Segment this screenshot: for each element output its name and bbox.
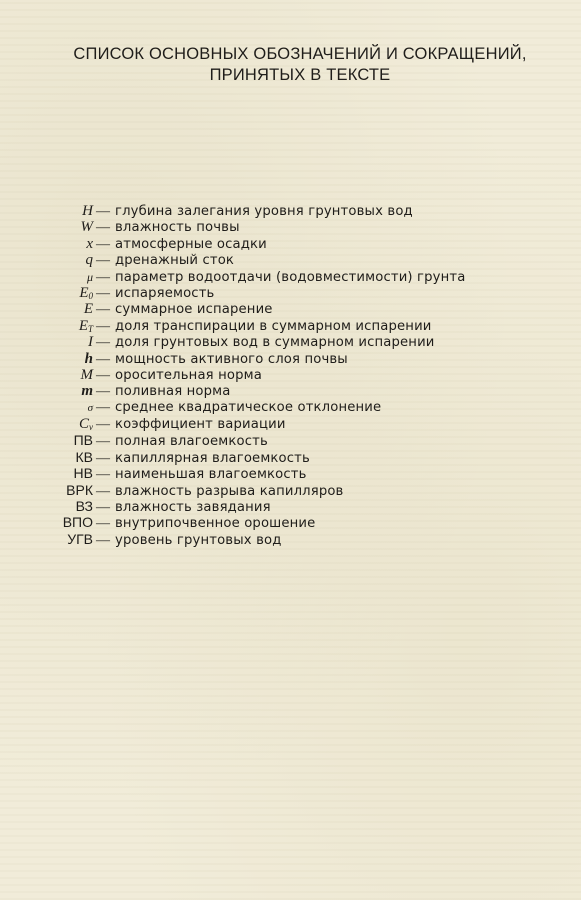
entry-symbol: μ [86, 269, 93, 284]
entry-description: оросительная норма [115, 367, 262, 383]
list-item [0, 351, 581, 367]
entry-symbol: x [86, 235, 93, 252]
list-item [0, 236, 581, 252]
entry-symbol: НВ [73, 465, 93, 482]
list-item [0, 482, 581, 498]
entry-description: влажность завядания [115, 500, 271, 516]
entry-dash: — [96, 351, 110, 367]
entry-dash: — [96, 384, 110, 400]
entry-dash: — [96, 500, 110, 516]
list-item [0, 252, 581, 268]
entry-dash: — [96, 269, 110, 285]
entry-dash: — [96, 318, 110, 334]
entry-description: капиллярная влагоемкость [115, 450, 310, 466]
entry-dash: — [96, 532, 110, 548]
entry-description: атмосферные осадки [115, 236, 267, 252]
list-item [0, 285, 581, 301]
entry-symbol: H [82, 203, 93, 219]
entry-symbol: $C_v$ [78, 416, 93, 433]
entry-dash: — [96, 467, 110, 483]
entry-symbol: УГВ [67, 530, 93, 547]
list-item [0, 334, 581, 350]
entry-description: дренажный сток [115, 253, 235, 269]
list-item [0, 531, 581, 547]
entry-symbol: I [88, 334, 93, 351]
entry-dash: — [96, 335, 110, 351]
title-line-1: СПИСОК ОСНОВНЫХ ОБОЗНАЧЕНИЙ И СОКРАЩЕНИЙ, [73, 45, 527, 63]
list-item [0, 449, 581, 465]
entry-dash: — [96, 434, 110, 450]
list-item [0, 301, 581, 317]
entry-symbol: $E_T$ [78, 317, 93, 334]
list-item [0, 514, 581, 530]
entry-dash: — [96, 204, 110, 219]
list-item [0, 400, 581, 416]
title-line-2: ПРИНЯТЫХ В ТЕКСТЕ [209, 66, 391, 84]
entry-symbol: W [80, 219, 93, 236]
entry-description: параметр водоотдачи (водовместимости) грунта [115, 269, 466, 285]
entry-symbol: $E_0$ [79, 284, 93, 301]
list-item [0, 203, 581, 219]
entry-description: наименьшая влагоемкость [115, 467, 307, 483]
entry-description: среднее квадратическое отклонение [115, 399, 382, 415]
list-item [0, 269, 581, 285]
entry-description: полная влагоемкость [115, 434, 268, 450]
abbreviations-list [0, 203, 581, 547]
entry-symbol: E [83, 301, 93, 318]
entry-symbol: M [80, 366, 93, 383]
entry-dash: — [96, 253, 110, 269]
entry-dash: — [96, 236, 110, 252]
entry-dash: — [96, 285, 110, 301]
entry-symbol: m [81, 383, 93, 400]
entry-symbol: σ [87, 401, 93, 414]
list-item [0, 432, 581, 448]
entry-description: глубина залегания уровня грунтовых вод [115, 204, 413, 219]
entry-description: доля грунтовых вод в суммарном испарении [115, 335, 435, 351]
entry-dash: — [96, 302, 110, 318]
entry-symbol: h [84, 350, 93, 367]
entry-description: внутрипочвенное орошение [115, 516, 316, 532]
entry-symbol: q [85, 252, 93, 269]
entry-symbol: ВЗ [75, 498, 93, 515]
list-item [0, 465, 581, 481]
entry-dash: — [96, 399, 110, 415]
entry-dash: — [96, 483, 110, 499]
entry-dash: — [96, 417, 110, 433]
list-item [0, 318, 581, 334]
entry-symbol: ВРК [66, 481, 93, 498]
list-item [0, 383, 581, 399]
entry-description: мощность активного слоя почвы [115, 351, 348, 367]
entry-dash: — [96, 516, 110, 532]
entry-symbol: ПВ [73, 432, 93, 449]
entry-description: уровень грунтовых вод [115, 532, 282, 548]
entry-description: испаряемость [115, 285, 215, 301]
entry-symbol: КВ [75, 448, 93, 465]
list-item [0, 416, 581, 432]
entry-dash: — [96, 220, 110, 236]
entry-description: влажность разрыва капилляров [115, 483, 344, 499]
entry-dash: — [96, 450, 110, 466]
entry-description: влажность почвы [115, 220, 240, 236]
list-item [0, 219, 581, 235]
entry-description: суммарное испарение [115, 302, 273, 318]
entry-description: доля транспирации в суммарном испарении [115, 318, 432, 334]
list-item [0, 498, 581, 514]
entry-symbol: ВПО [62, 514, 93, 531]
list-item [0, 367, 581, 383]
entry-dash: — [96, 367, 110, 383]
entry-description: поливная норма [115, 384, 231, 400]
page-title [40, 44, 560, 86]
entry-description: коэффициент вариации [115, 417, 286, 433]
